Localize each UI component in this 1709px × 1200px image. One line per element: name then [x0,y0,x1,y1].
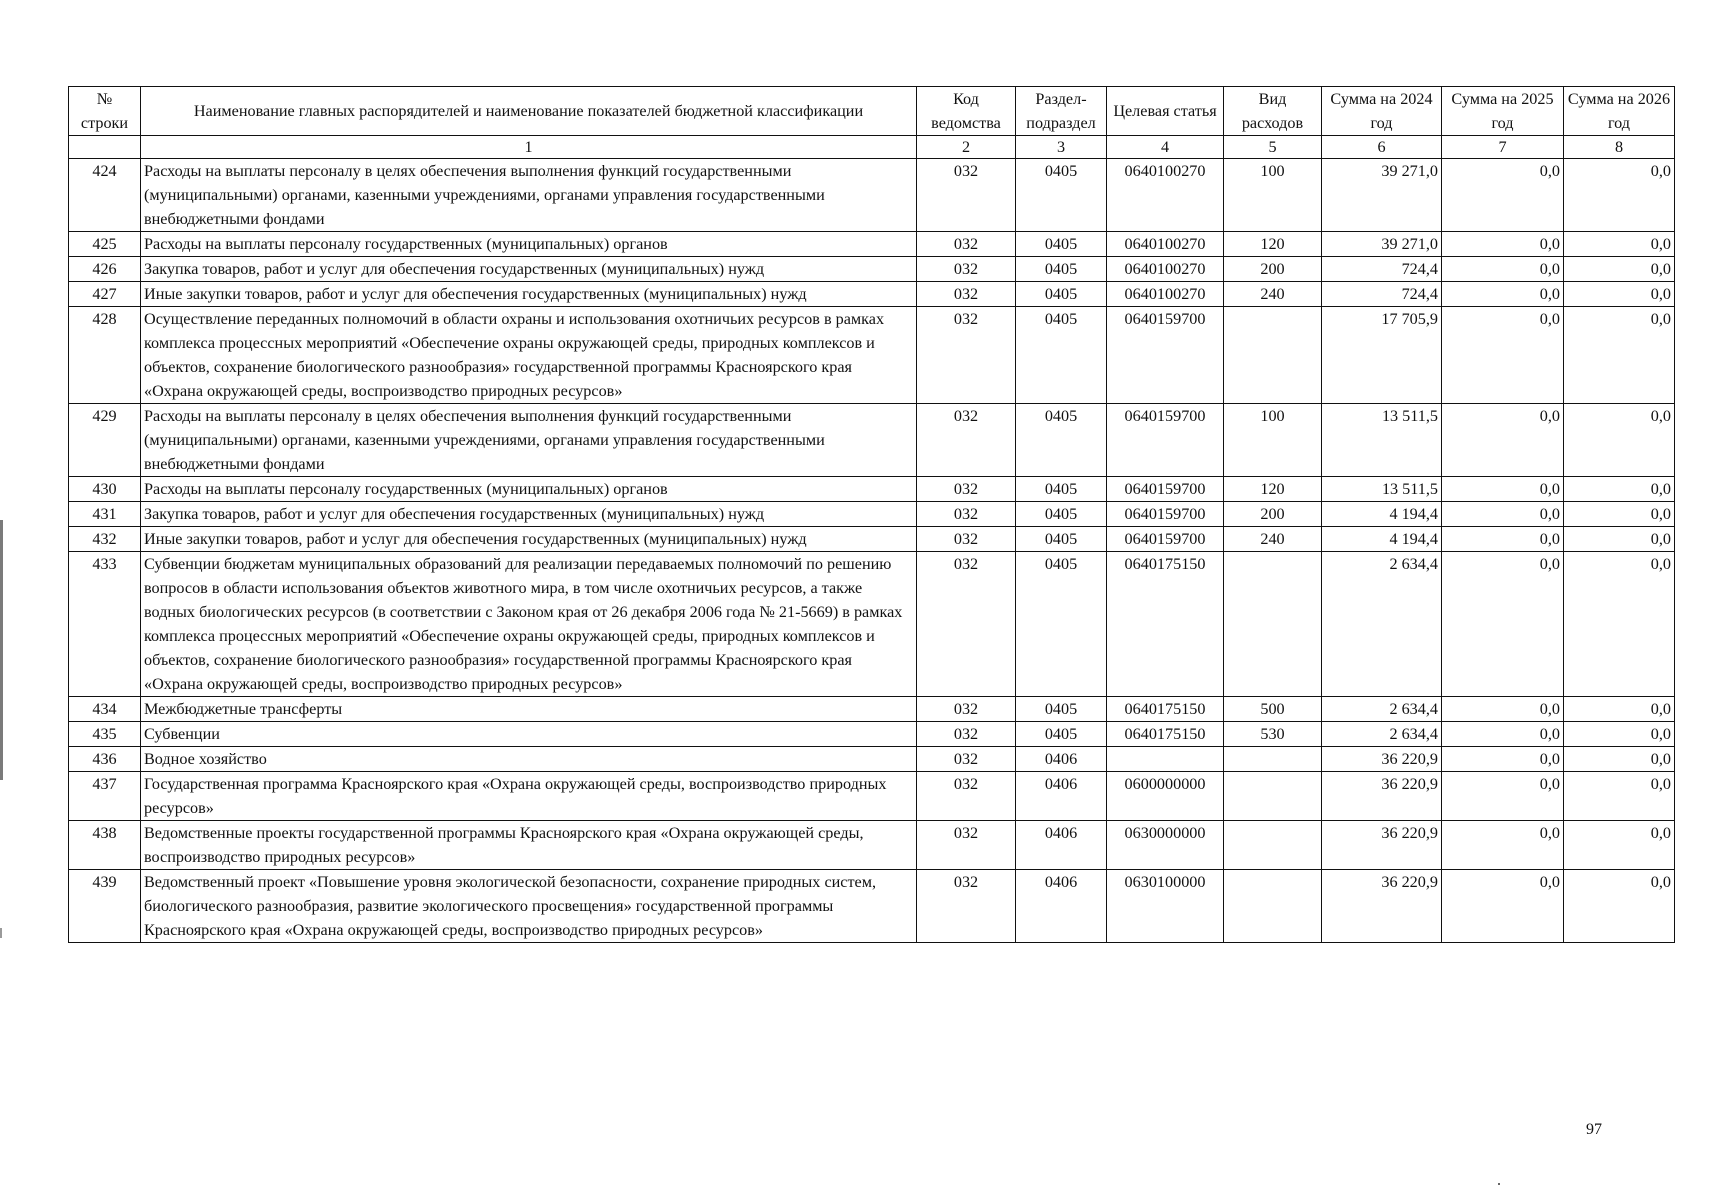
row-expense-type: 240 [1224,527,1322,552]
table-row [69,527,1675,552]
row-name: Иные закупки товаров, работ и услуг для обеспечения государственных (муниципальных) нужд [141,282,917,307]
row-sum-2024: 36 220,9 [1322,747,1442,772]
row-expense-type [1224,552,1322,697]
table-row [69,404,1675,477]
column-number: 6 [1322,136,1442,159]
row-expense-type: 200 [1224,502,1322,527]
row-sum-2024: 2 634,4 [1322,697,1442,722]
row-name: Закупка товаров, работ и услуг для обеспечения государственных (муниципальных) нужд [141,257,917,282]
row-sum-2025: 0,0 [1442,159,1564,232]
table-row [69,159,1675,232]
row-number: 438 [69,821,141,870]
row-sum-2026: 0,0 [1564,772,1675,821]
table-row [69,870,1675,943]
row-target-article: 0640159700 [1107,404,1224,477]
row-number: 429 [69,404,141,477]
row-number: 424 [69,159,141,232]
row-name: Государственная программа Красноярского края «Охрана окружающей среды, воспроизводство природных ресурсов» [141,772,917,821]
row-expense-type [1224,307,1322,404]
row-sum-2025: 0,0 [1442,502,1564,527]
row-sum-2025: 0,0 [1442,821,1564,870]
row-section: 0405 [1016,697,1107,722]
row-dept-code: 032 [917,821,1016,870]
row-sum-2026: 0,0 [1564,502,1675,527]
column-number: 2 [917,136,1016,159]
row-section: 0406 [1016,772,1107,821]
row-section: 0405 [1016,527,1107,552]
row-dept-code: 032 [917,159,1016,232]
row-dept-code: 032 [917,282,1016,307]
column-number-row [69,136,1675,159]
row-sum-2026: 0,0 [1564,697,1675,722]
row-target-article: 0640175150 [1107,552,1224,697]
row-number: 435 [69,722,141,747]
row-sum-2026: 0,0 [1564,257,1675,282]
row-name: Расходы на выплаты персоналу государственных (муниципальных) органов [141,477,917,502]
row-section: 0405 [1016,159,1107,232]
row-section: 0405 [1016,232,1107,257]
row-sum-2026: 0,0 [1564,747,1675,772]
row-sum-2026: 0,0 [1564,404,1675,477]
row-dept-code: 032 [917,232,1016,257]
table-row [69,747,1675,772]
row-sum-2024: 36 220,9 [1322,821,1442,870]
row-sum-2025: 0,0 [1442,307,1564,404]
row-sum-2026: 0,0 [1564,527,1675,552]
row-sum-2024: 724,4 [1322,282,1442,307]
row-expense-type: 100 [1224,404,1322,477]
row-expense-type: 240 [1224,282,1322,307]
row-name: Субвенции [141,722,917,747]
row-target-article [1107,747,1224,772]
row-target-article: 0640100270 [1107,159,1224,232]
row-sum-2024: 13 511,5 [1322,404,1442,477]
row-dept-code: 032 [917,772,1016,821]
row-dept-code: 032 [917,527,1016,552]
scan-edge-mark [0,928,2,938]
budget-table [68,86,1675,943]
row-name: Ведомственные проекты государственной программы Красноярского края «Охрана окружающей среды, воспроизводство природных ресурсов» [141,821,917,870]
row-target-article: 0640100270 [1107,232,1224,257]
row-target-article: 0640175150 [1107,722,1224,747]
row-sum-2026: 0,0 [1564,159,1675,232]
row-section: 0406 [1016,870,1107,943]
row-target-article: 0640100270 [1107,257,1224,282]
row-number: 436 [69,747,141,772]
header-sum-2024: Сумма на 2024 год [1322,87,1442,136]
row-dept-code: 032 [917,404,1016,477]
row-sum-2024: 4 194,4 [1322,502,1442,527]
row-sum-2026: 0,0 [1564,552,1675,697]
row-section: 0405 [1016,307,1107,404]
row-sum-2025: 0,0 [1442,257,1564,282]
row-target-article: 0600000000 [1107,772,1224,821]
row-target-article: 0640100270 [1107,282,1224,307]
row-sum-2024: 724,4 [1322,257,1442,282]
header-target-article: Целевая статья [1107,87,1224,136]
row-section: 0405 [1016,552,1107,697]
row-sum-2025: 0,0 [1442,772,1564,821]
row-expense-type: 200 [1224,257,1322,282]
row-sum-2026: 0,0 [1564,307,1675,404]
row-sum-2024: 13 511,5 [1322,477,1442,502]
row-expense-type: 500 [1224,697,1322,722]
row-section: 0405 [1016,722,1107,747]
row-expense-type [1224,870,1322,943]
row-name: Ведомственный проект «Повышение уровня экологической безопасности, сохранение природных систем, биологического разнообразия, развитие экологического просвещения» государственной программы Красноярского края «Охрана окружающей среды, воспроизводство природных ресурсов» [141,870,917,943]
row-sum-2026: 0,0 [1564,821,1675,870]
header-sum-2025: Сумма на 2025 год [1442,87,1564,136]
header-section: Раздел-подраздел [1016,87,1107,136]
row-number: 432 [69,527,141,552]
header-row-number: № строки [69,87,141,136]
row-number: 434 [69,697,141,722]
row-target-article: 0640175150 [1107,697,1224,722]
row-dept-code: 032 [917,722,1016,747]
table-row [69,477,1675,502]
row-sum-2024: 4 194,4 [1322,527,1442,552]
row-name: Субвенции бюджетам муниципальных образований для реализации передаваемых полномочий по решению вопросов в области использования объектов животного мира, в том числе охотничьих ресурсов, а также водных биологических ресурсов (в соответствии с Законом края от 26 декабря 2006 года № 21-5669) в рамках комплекса процессных мероприятий «Обеспечение охраны окружающей среды, природных комплексов и объектов, сохранение биологического разнообразия» государственной программы Красноярского края «Охрана окружающей среды, воспроизводство природных ресурсов» [141,552,917,697]
row-sum-2024: 2 634,4 [1322,722,1442,747]
table-row [69,722,1675,747]
row-target-article: 0640159700 [1107,502,1224,527]
row-target-article: 0640159700 [1107,527,1224,552]
row-dept-code: 032 [917,502,1016,527]
row-dept-code: 032 [917,870,1016,943]
row-section: 0405 [1016,257,1107,282]
row-dept-code: 032 [917,552,1016,697]
row-sum-2025: 0,0 [1442,722,1564,747]
row-number: 437 [69,772,141,821]
row-name: Расходы на выплаты персоналу в целях обеспечения выполнения функций государственными (муниципальными) органами, казенными учреждениями, органами управления государственными внебюджетными фондами [141,159,917,232]
row-expense-type [1224,747,1322,772]
row-sum-2024: 39 271,0 [1322,159,1442,232]
row-sum-2025: 0,0 [1442,870,1564,943]
column-number-blank [69,136,141,159]
row-section: 0405 [1016,502,1107,527]
row-name: Водное хозяйство [141,747,917,772]
row-sum-2025: 0,0 [1442,404,1564,477]
page-number: 97 [1586,1121,1602,1138]
row-sum-2024: 17 705,9 [1322,307,1442,404]
table-row [69,307,1675,404]
row-number: 425 [69,232,141,257]
header-name: Наименование главных распорядителей и наименование показателей бюджетной классификации [141,87,917,136]
table-row [69,697,1675,722]
row-sum-2024: 2 634,4 [1322,552,1442,697]
row-name: Межбюджетные трансферты [141,697,917,722]
row-number: 431 [69,502,141,527]
table-row [69,257,1675,282]
row-number: 430 [69,477,141,502]
header-expense-type: Вид расходов [1224,87,1322,136]
row-target-article: 0630000000 [1107,821,1224,870]
row-sum-2025: 0,0 [1442,697,1564,722]
column-number: 1 [141,136,917,159]
row-expense-type: 120 [1224,477,1322,502]
row-sum-2025: 0,0 [1442,747,1564,772]
column-number: 7 [1442,136,1564,159]
row-sum-2026: 0,0 [1564,722,1675,747]
header-row [69,87,1675,136]
row-dept-code: 032 [917,307,1016,404]
row-expense-type [1224,772,1322,821]
row-sum-2026: 0,0 [1564,870,1675,943]
row-name: Закупка товаров, работ и услуг для обеспечения государственных (муниципальных) нужд [141,502,917,527]
row-dept-code: 032 [917,257,1016,282]
row-number: 426 [69,257,141,282]
row-target-article: 0630100000 [1107,870,1224,943]
row-name: Осуществление переданных полномочий в области охраны и использования охотничьих ресурсов в рамках комплекса процессных мероприятий «Обеспечение охраны окружающей среды, природных комплексов и объектов, сохранение биологического разнообразия» государственной программы Красноярского края «Охрана окружающей среды, воспроизводство природных ресурсов» [141,307,917,404]
scan-edge-mark [0,520,3,780]
row-sum-2024: 36 220,9 [1322,772,1442,821]
row-dept-code: 032 [917,697,1016,722]
table-row [69,821,1675,870]
table-row [69,552,1675,697]
column-number: 4 [1107,136,1224,159]
row-sum-2025: 0,0 [1442,552,1564,697]
row-target-article: 0640159700 [1107,477,1224,502]
row-number: 433 [69,552,141,697]
table-row [69,502,1675,527]
row-dept-code: 032 [917,747,1016,772]
row-section: 0406 [1016,747,1107,772]
row-section: 0405 [1016,477,1107,502]
table-body [69,159,1675,943]
column-number: 3 [1016,136,1107,159]
table-row [69,282,1675,307]
header-dept-code: Код ведомства [917,87,1016,136]
row-expense-type: 100 [1224,159,1322,232]
row-number: 439 [69,870,141,943]
table-row [69,232,1675,257]
row-sum-2026: 0,0 [1564,232,1675,257]
row-sum-2026: 0,0 [1564,477,1675,502]
row-target-article: 0640159700 [1107,307,1224,404]
row-expense-type: 120 [1224,232,1322,257]
row-name: Расходы на выплаты персоналу в целях обеспечения выполнения функций государственными (муниципальными) органами, казенными учреждениями, органами управления государственными внебюджетными фондами [141,404,917,477]
row-expense-type: 530 [1224,722,1322,747]
row-sum-2025: 0,0 [1442,232,1564,257]
row-dept-code: 032 [917,477,1016,502]
row-name: Расходы на выплаты персоналу государственных (муниципальных) органов [141,232,917,257]
row-sum-2026: 0,0 [1564,282,1675,307]
row-number: 428 [69,307,141,404]
scan-speck [1498,1183,1500,1185]
row-sum-2025: 0,0 [1442,477,1564,502]
row-section: 0405 [1016,282,1107,307]
row-sum-2024: 39 271,0 [1322,232,1442,257]
row-name: Иные закупки товаров, работ и услуг для обеспечения государственных (муниципальных) нужд [141,527,917,552]
row-expense-type [1224,821,1322,870]
row-sum-2025: 0,0 [1442,527,1564,552]
header-sum-2026: Сумма на 2026 год [1564,87,1675,136]
column-number: 8 [1564,136,1675,159]
row-section: 0406 [1016,821,1107,870]
row-sum-2024: 36 220,9 [1322,870,1442,943]
row-number: 427 [69,282,141,307]
table-row [69,772,1675,821]
row-sum-2025: 0,0 [1442,282,1564,307]
column-number: 5 [1224,136,1322,159]
row-section: 0405 [1016,404,1107,477]
